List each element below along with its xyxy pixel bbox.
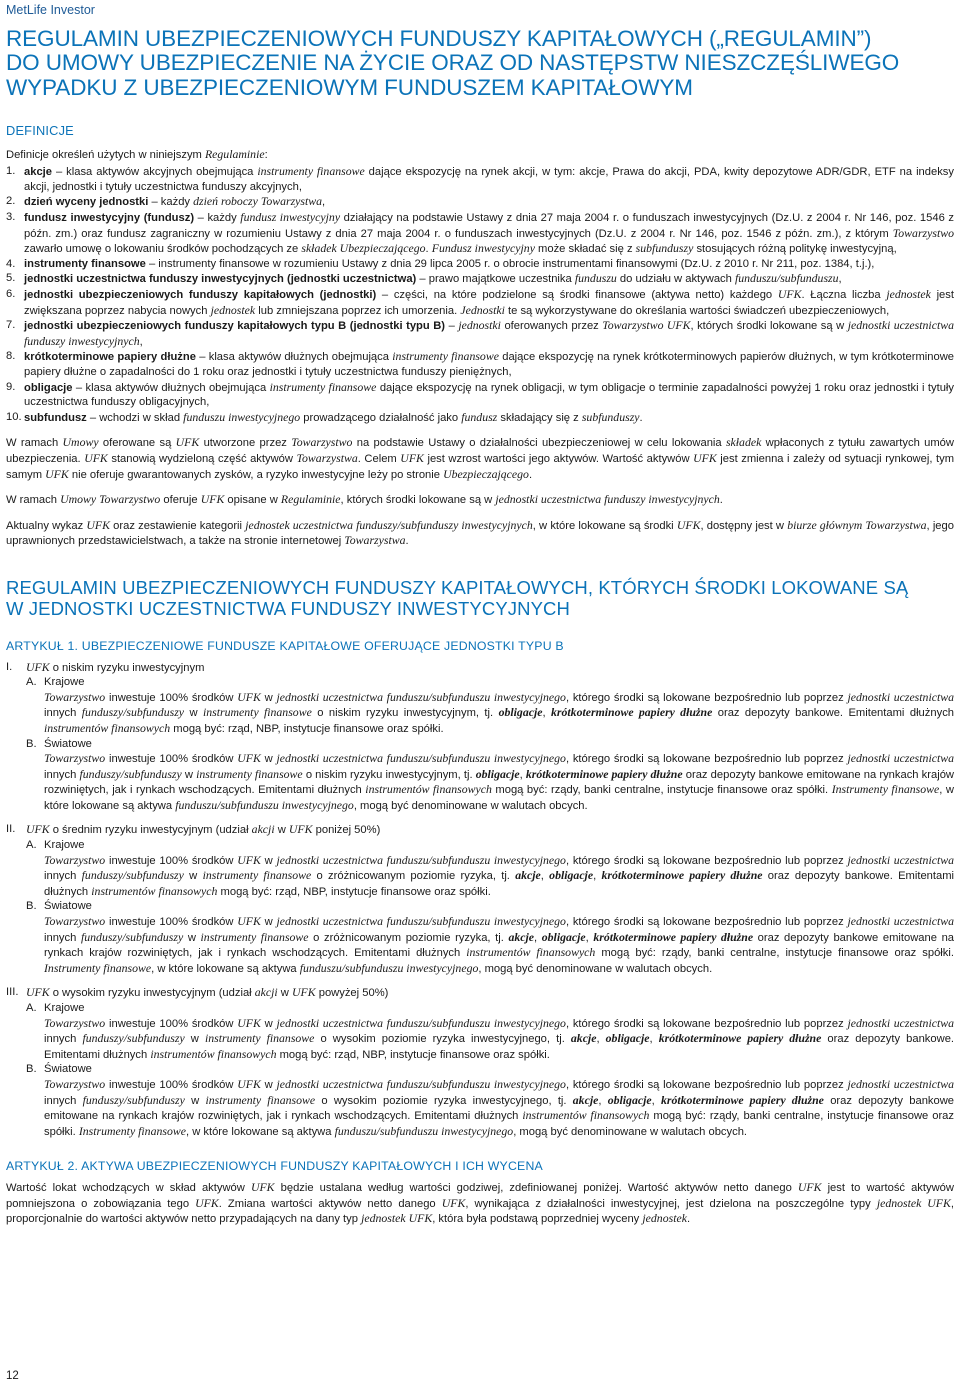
title-line-2: DO UMOWY UBEZPIECZENIE NA ŻYCIE ORAZ OD NASTĘPSTW NIESZCZĘŚLIWEGO	[6, 50, 900, 76]
definition-item: 8. krótkoterminowe papiery dłużne – klasa aktywów dłużnych obejmująca instrumenty finansowe dające ekspozycję na rynek krótkoterminowych papierów dłużnych, w tym krótkoterminowe papiery dłużne o zapadalności do 1 roku oraz jednostki i tytuły uczestnictwa funduszy pieniężnych,	[6, 349, 954, 378]
definition-item: 1. akcje – klasa aktywów akcyjnych obejmująca instrumenty finansowe dające ekspozycję na rynek akcji, w tym: akcje, Prawa do akcji, PDA, kwity depozytowe ADR/GDR, ETF na indeksy akcji, jednostki i tytuły uczestnictwa funduszy akcyjnych,	[6, 164, 954, 193]
sub-section: B. Światowe Towarzystwo inwestuje 100% środków UFK w jednostki uczestnictwa funduszu/subfunduszu inwestycyjnego, którego środki są lokowane bezpośrednio lub poprzez jednostki uczestnictwa innych funduszy/subfunduszy w instrumenty finansowe o niskim ryzyku inwestycyjnym, tj. obligacje, krótkoterminowe papiery dłużne oraz depozyty bankowe emitowane na rynkach krajów rozwiniętych, jak i rynkach wschodzących. Emitentami dłużnych instrumentów finansowych mogą być: rządy, banki centralne, instytucje finansowe oraz spółki. Instrumenty finansowe, w które lokowane są aktywa funduszu/subfunduszu inwestycyjnego, mogą być denominowane w walutach obcych.	[26, 737, 955, 812]
fund-group: II. UFK o średnim ryzyku inwestycyjnym (udział akcji w UFK poniżej 50%) A. Krajowe Towarzystwo inwestuje 100% środków UFK w jednostki uczestnictwa funduszu/subfunduszu inwestycyjnego, którego środki są lokowane bezpośrednio lub poprzez jednostki uczestnictwa innych funduszy/subfunduszy w instrumenty finansowe o zróżnicowanym poziomie ryzyka, tj. akcje, obligacje, krótkoterminowe papiery dłużne oraz depozyty bankowe. Emitentami dłużnych instrumentów finansowych mogą być: rząd, NBP, instytucje finansowe oraz spółki. B. Światowe Towarzystwo inwestuje 100% środków UFK w jednostki uczestnictwa funduszu/subfunduszu inwestycyjnego, którego środki są lokowane bezpośrednio lub poprzez jednostki uczestnictwa innych funduszy/subfunduszy w instrumenty finansowe o zróżnicowanym poziomie ryzyka, tj. akcje, obligacje, krótkoterminowe papiery dłużne oraz depozyty bankowe emitowane na rynkach krajów rozwiniętych, jak i rynkach wschodzących. Emitentami dłużnych instrumentów finansowych mogą być: rządy, banki centralne, instytucje finansowe oraz spółki. Instrumenty finansowe, w które lokowane są aktywa funduszu/subfunduszu inwestycyjnego, mogą być denominowane w walutach obcych.	[6, 822, 955, 975]
page-number: 12	[6, 1370, 19, 1382]
section-title-line-2: W JEDNOSTKI UCZESTNICTWA FUNDUSZY INWESTYCYJNYCH	[6, 597, 570, 619]
paragraph: Wartość lokat wchodzących w skład aktywów UFK będzie ustalana według wartości godziwej, zdefiniowanej poniżej. Wartość aktywów netto danego UFK jest to wartość aktywów pomniejszona o zobowiązania tego UFK. Zmiana wartości aktywów netto danego UFK, wynikająca z działalności inwestycyjnej, jest dzielona na poszczególne typy jednostek UFK, proporcjonalnie do wartości aktywów netto przypadających na dany typ jednostek UFK, która była podstawą poprzedniej wyceny jednostek.	[6, 1179, 954, 1226]
sub-section: A. Krajowe Towarzystwo inwestuje 100% środków UFK w jednostki uczestnictwa funduszu/subfunduszu inwestycyjnego, którego środki są lokowane bezpośrednio lub poprzez jednostki uczestnictwa innych funduszy/subfunduszy w instrumenty finansowe o niskim ryzyku inwestycyjnym, tj. obligacje, krótkoterminowe papiery dłużne oraz depozyty bankowe. Emitentami dłużnych instrumentów finansowych mogą być: rząd, NBP, instytucje finansowe oraz spółki.	[26, 676, 955, 735]
section-title	[6, 577, 954, 619]
definition-item: 10. subfundusz – wchodzi w skład funduszu inwestycyjnego prowadzącego działalność jako fundusz składający się z subfunduszy.	[6, 409, 643, 424]
definition-item: 6. jednostki ubezpieczeniowych funduszy kapitałowych (jednostki) – części, na które podzielone są środki finansowe (aktywa netto) każdego UFK. Łączna liczba jednostek jest zwiększana poprzez nabycia nowych jednostek lub zmniejszana poprzez ich umorzenia. Jednostki te są wykorzystywane do określania wartości świadczeń ubezpieczeniowych,	[6, 287, 954, 317]
page-title	[6, 27, 954, 101]
definition-item: 9. obligacje – klasa aktywów dłużnych obejmująca instrumenty finansowe dające ekspozycję na rynek obligacji, w tym obligacje o terminie zapadalności powyżej 1 roku oraz jednostki i tytuły uczestnictwa funduszy obligacyjnych,	[6, 379, 954, 409]
title-line-1: REGULAMIN UBEZPIECZENIOWYCH FUNDUSZY KAPITAŁOWYCH („REGULAMIN”)	[6, 25, 872, 51]
sub-section: A. Krajowe Towarzystwo inwestuje 100% środków UFK w jednostki uczestnictwa funduszu/subfunduszu inwestycyjnego, którego środki są lokowane bezpośrednio lub poprzez jednostki uczestnictwa innych funduszy/subfunduszy w instrumenty finansowe o zróżnicowanym poziomie ryzyka, tj. akcje, obligacje, krótkoterminowe papiery dłużne oraz depozyty bankowe. Emitentami dłużnych instrumentów finansowych mogą być: rząd, NBP, instytucje finansowe oraz spółki.	[26, 839, 955, 898]
definitions-heading: DEFINICJE	[6, 123, 74, 139]
definition-item: 4. instrumenty finansowe – instrumenty finansowe w rozumieniu Ustawy z dnia 29 lipca 2005 r. o obrocie instrumentami finansowymi (Dz.U. z 2010 r. Nr 211, poz. 1384, t.j.),	[6, 257, 875, 270]
definitions-intro: Definicje określeń użytych w niniejszym Regulaminie:	[6, 146, 268, 161]
paragraph: W ramach Umowy Towarzystwo oferuje UFK opisane w Regulaminie, których środki lokowane są w jednostki uczestnictwa funduszy inwestycyjnych.	[6, 492, 723, 507]
fund-group: I. UFK o niskim ryzyku inwestycyjnym A. Krajowe Towarzystwo inwestuje 100% środków UFK w jednostki uczestnictwa funduszu/subfunduszu inwestycyjnego, którego środki są lokowane bezpośrednio lub poprzez jednostki uczestnictwa innych funduszy/subfunduszy w instrumenty finansowe o niskim ryzyku inwestycyjnym, tj. obligacje, krótkoterminowe papiery dłużne oraz depozyty bankowe. Emitentami dłużnych instrumentów finansowych mogą być: rząd, NBP, instytucje finansowe oraz spółki. B. Światowe Towarzystwo inwestuje 100% środków UFK w jednostki uczestnictwa funduszu/subfunduszu inwestycyjnego, którego środki są lokowane bezpośrednio lub poprzez jednostki uczestnictwa innych funduszy/subfunduszy w instrumenty finansowe o niskim ryzyku inwestycyjnym, tj. obligacje, krótkoterminowe papiery dłużne oraz depozyty bankowe emitowane na rynkach krajów rozwiniętych, jak i rynkach wschodzących. Emitentami dłużnych instrumentów finansowych mogą być: rządy, banki centralne, instytucje finansowe oraz spółki. Instrumenty finansowe, w które lokowane są aktywa funduszu/subfunduszu inwestycyjnego, mogą być denominowane w walutach obcych.	[6, 659, 955, 812]
article-1-heading: ARTYKUŁ 1. UBEZPIECZENIOWE FUNDUSZE KAPITAŁOWE OFERUJĄCE JEDNOSTKI TYPU B	[6, 638, 564, 653]
definition-item: 5. jednostki uczestnictwa funduszy inwestycyjnych (jednostki uczestnictwa) – prawo majątkowe uczestnika funduszu do udziału w aktywach funduszu/subfunduszu,	[6, 271, 842, 286]
sub-section: B. Światowe Towarzystwo inwestuje 100% środków UFK w jednostki uczestnictwa funduszu/subfunduszu inwestycyjnego, którego środki są lokowane bezpośrednio lub poprzez jednostki uczestnictwa innych funduszy/subfunduszy w instrumenty finansowe o wysokim poziomie ryzyka inwestycyjnego, tj. akcje, obligacje, krótkoterminowe papiery dłużne oraz depozyty bankowe emitowane na rynkach krajów rozwiniętych, jak i rynkach wschodzących. Emitentami dłużnych instrumentów finansowych mogą być: rządy, banki centralne, instytucje finansowe oraz spółki. Instrumenty finansowe, w które lokowane są aktywa funduszu/subfunduszu inwestycyjnego, mogą być denominowane w walutach obcych.	[26, 1063, 955, 1138]
definition-item: 3. fundusz inwestycyjny (fundusz) – każdy fundusz inwestycyjny działający na podstawie Ustawy z dnia 27 maja 2004 r. o funduszach inwestycyjnych (Dz.U. z 2004 r. Nr 146, poz. 1546 z późn. zm.) oraz fundusz zagraniczny w rozumieniu Ustawy z dnia 27 maja 2004 r. o funduszach inwestycyjnych (Dz.U. z 2004 r. Nr 146, poz. 1546 z późn. zm.), z którym Towarzystwo zawarło umowę o lokowaniu środków pochodzących ze składek Ubezpieczającego. Fundusz inwestycyjny może składać się z subfunduszy stosujących różną politykę inwestycyjną,	[6, 210, 954, 256]
paragraph: Aktualny wykaz UFK oraz zestawienie kategorii jednostek uczestnictwa funduszy/subfunduszy inwestycyjnych, w które lokowane są środki UFK, dostępny jest w biurze głównym Towarzystwa, jego uprawnionych przedstawicielstwach, a także na stronie internetowej Towarzystwa.	[6, 517, 954, 548]
article-2-heading: ARTYKUŁ 2. AKTYWA UBEZPIECZENIOWYCH FUNDUSZY KAPITAŁOWYCH I ICH WYCENA	[6, 1159, 543, 1174]
fund-group: III. UFK o wysokim ryzyku inwestycyjnym (udział akcji w UFK powyżej 50%) A. Krajowe Towarzystwo inwestuje 100% środków UFK w jednostki uczestnictwa funduszu/subfunduszu inwestycyjnego, którego środki są lokowane bezpośrednio lub poprzez jednostki uczestnictwa innych funduszy/subfunduszy w instrumenty finansowe o wysokim poziomie ryzyka inwestycyjnego, tj. akcje, obligacje, krótkoterminowe papiery dłużne oraz depozyty bankowe. Emitentami dłużnych instrumentów finansowych mogą być: rząd, NBP, instytucje finansowe oraz spółki. B. Światowe Towarzystwo inwestuje 100% środków UFK w jednostki uczestnictwa funduszu/subfunduszu inwestycyjnego, którego środki są lokowane bezpośrednio lub poprzez jednostki uczestnictwa innych funduszy/subfunduszy w instrumenty finansowe o wysokim poziomie ryzyka inwestycyjnego, tj. akcje, obligacje, krótkoterminowe papiery dłużne oraz depozyty bankowe emitowane na rynkach krajów rozwiniętych, jak i rynkach wschodzących. Emitentami dłużnych instrumentów finansowych mogą być: rządy, banki centralne, instytucje finansowe oraz spółki. Instrumenty finansowe, w które lokowane są aktywa funduszu/subfunduszu inwestycyjnego, mogą być denominowane w walutach obcych.	[6, 985, 955, 1138]
title-line-3: WYPADKU Z UBEZPIECZENIOWYM FUNDUSZEM KAPITAŁOWYM	[6, 74, 693, 100]
definition-item: 7. jednostki ubezpieczeniowych funduszy kapitałowych typu B (jednostki typu B) – jednostki oferowanych przez Towarzystwo UFK, których środki lokowane są w jednostki uczestnictwa funduszy inwestycyjnych,	[6, 318, 954, 348]
paragraph: W ramach Umowy oferowane są UFK utworzone przez Towarzystwo na podstawie Ustawy o działalności ubezpieczeniowej w celu lokowania składek wpłaconych z tytułu zawartych umów ubezpieczenia. UFK stanowią wydzieloną część aktywów Towarzystwa. Celem UFK jest wzrost wartości jego aktywów. Wartość aktywów UFK jest zmienna i zależy od sytuacji rynkowej, tym samym UFK nie oferuje gwarantowanych zysków, a ryzyko inwestycyjne leży po stronie Ubezpieczającego.	[6, 435, 955, 481]
brand-name: MetLife Investor	[6, 3, 95, 17]
definitions-list	[6, 164, 954, 425]
section-title-line-1: REGULAMIN UBEZPIECZENIOWYCH FUNDUSZY KAPITAŁOWYCH, KTÓRYCH ŚRODKI LOKOWANE SĄ	[6, 576, 909, 598]
sub-section: B. Światowe Towarzystwo inwestuje 100% środków UFK w jednostki uczestnictwa funduszu/subfunduszu inwestycyjnego, którego środki są lokowane bezpośrednio lub poprzez jednostki uczestnictwa innych funduszy/subfunduszy w instrumenty finansowe o zróżnicowanym poziomie ryzyka, tj. akcje, obligacje, krótkoterminowe papiery dłużne oraz depozyty bankowe emitowane na rynkach krajów rozwiniętych, jak i rynkach wschodzących. Emitentami dłużnych instrumentów finansowych mogą być: rządy, banki centralne, instytucje finansowe oraz spółki. Instrumenty finansowe, w które lokowane są aktywa funduszu/subfunduszu inwestycyjnego, mogą być denominowane w walutach obcych.	[26, 900, 955, 975]
sub-section: A. Krajowe Towarzystwo inwestuje 100% środków UFK w jednostki uczestnictwa funduszu/subfunduszu inwestycyjnego, którego środki są lokowane bezpośrednio lub poprzez jednostki uczestnictwa innych funduszy/subfunduszy w instrumenty finansowe o wysokim poziomie ryzyka inwestycyjnego, tj. akcje, obligacje, krótkoterminowe papiery dłużne oraz depozyty bankowe. Emitentami dłużnych instrumentów finansowych mogą być: rząd, NBP, instytucje finansowe oraz spółki.	[26, 1002, 955, 1061]
definition-item: 2. dzień wyceny jednostki – każdy dzień roboczy Towarzystwa,	[6, 194, 326, 209]
document-page	[6, 0, 954, 1227]
